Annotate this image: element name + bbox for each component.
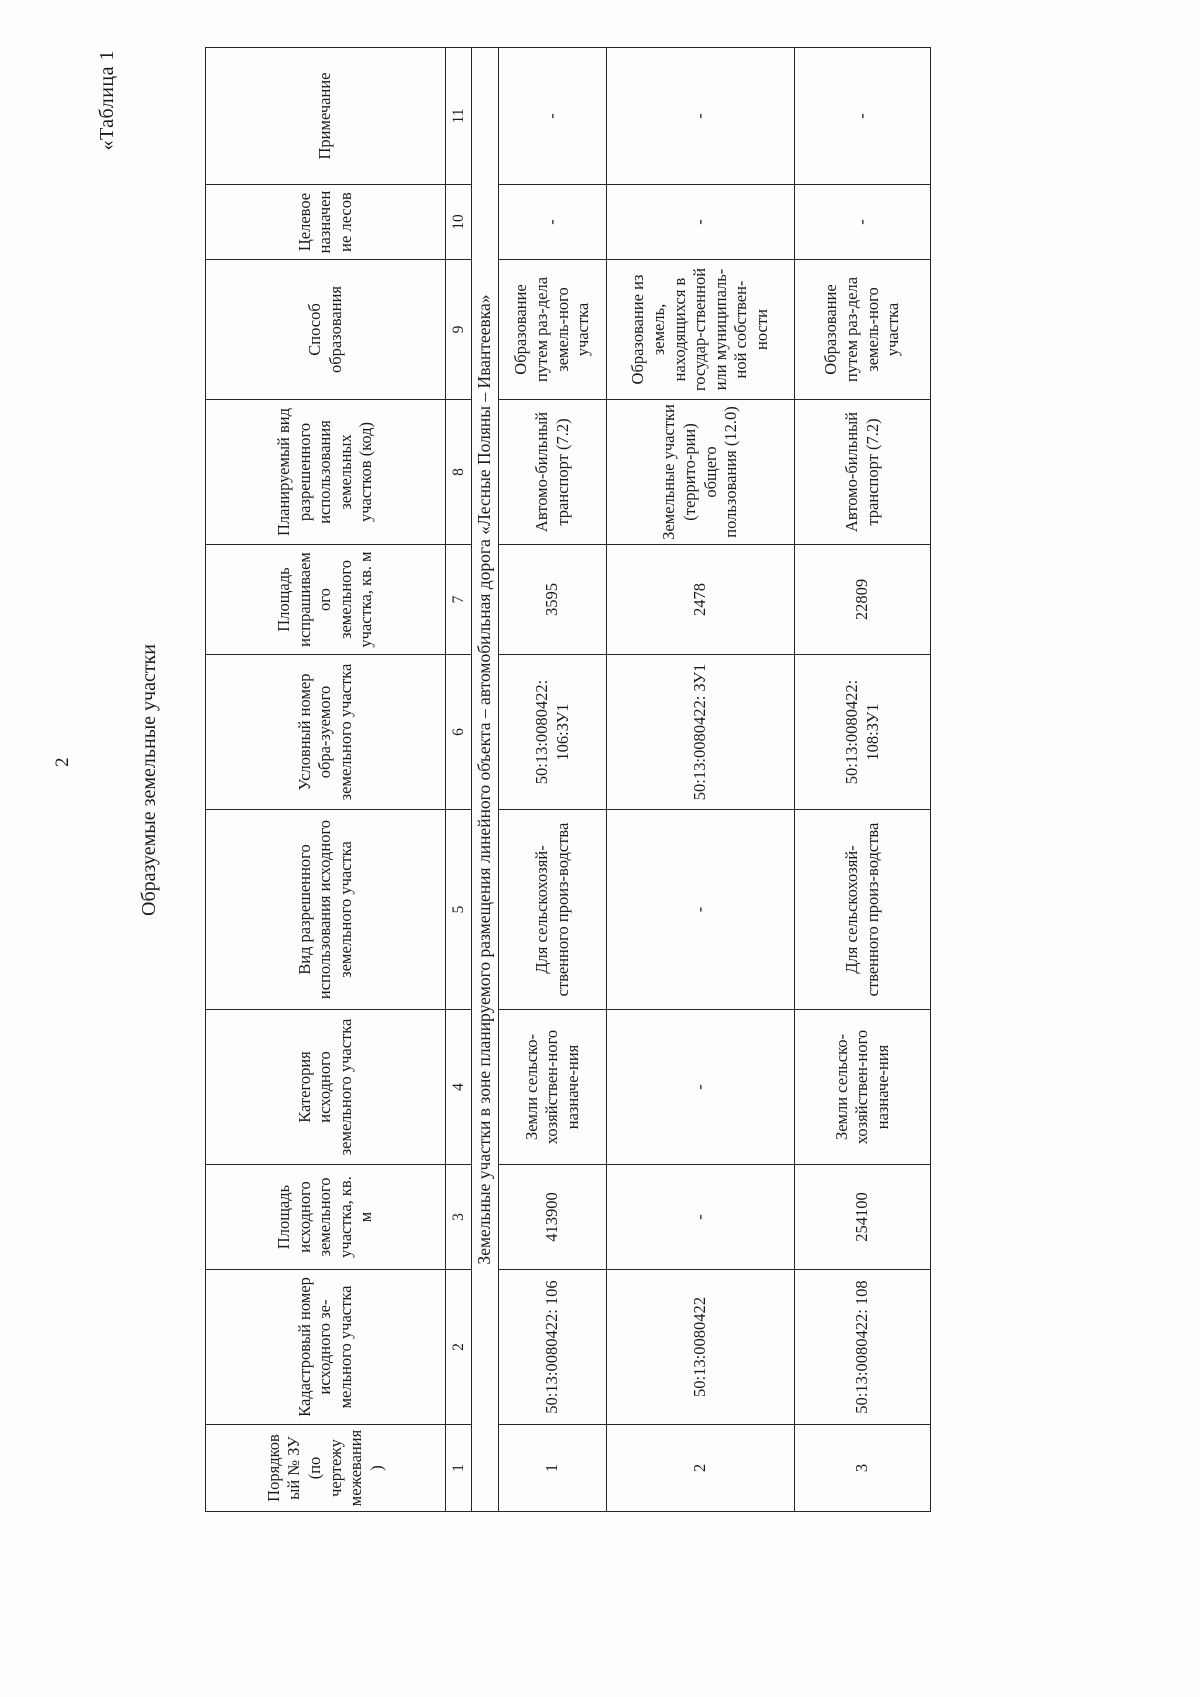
table-cell: Земли сельско-хозяйствен-ного назначе-ния [795, 1010, 931, 1165]
table-cell: 1 [499, 1425, 607, 1512]
table-cell: 50:13:0080422: 106:ЗУ1 [499, 655, 607, 810]
land-parcels-table [205, 47, 931, 1512]
table-cell: 50:13:0080422: 108 [795, 1270, 931, 1425]
column-number-cell: 7 [446, 545, 472, 655]
column-number-cell: 11 [446, 48, 472, 185]
table-cell: 413900 [499, 1165, 607, 1270]
table-caption: «Таблица 1 [96, 50, 118, 151]
table-cell: 3 [795, 1425, 931, 1512]
column-number-cell: 9 [446, 260, 472, 400]
column-number-cell: 2 [446, 1270, 472, 1425]
table-cell: Автомо-бильный транспорт (7.2) [795, 400, 931, 545]
table-cell: - [499, 48, 607, 185]
column-number-cell: 3 [446, 1165, 472, 1270]
header-cell: Категория исходного земельного участка [206, 1010, 446, 1165]
table-cell: Образование из земель, находящихся в государ-ственной или муниципаль-ной собствен-ности [607, 260, 795, 400]
header-cell: Вид разрешенного использования исходного земельного участка [206, 810, 446, 1010]
table-cell: 3595 [499, 545, 607, 655]
page-number: 2 [52, 757, 73, 767]
header-cell: Способ образования [206, 260, 446, 400]
table-row [607, 48, 795, 1512]
table-cell: 50:13:0080422 [607, 1270, 795, 1425]
table-title: Образуемые земельные участки [138, 644, 160, 916]
column-number-cell: 1 [446, 1425, 472, 1512]
column-numbers-row [446, 48, 472, 1512]
header-cell: Порядковый № ЗУ (по чертежу межевания) [206, 1425, 446, 1512]
table-cell: - [795, 48, 931, 185]
table-cell: 50:13:0080422: 106 [499, 1270, 607, 1425]
table-cell: 22809 [795, 545, 931, 655]
table-cell: Земельные участки (террито-рии) общего пользования (12.0) [607, 400, 795, 545]
table-cell: 254100 [795, 1165, 931, 1270]
header-cell: Кадастровый номер исходного зе-мельного участка [206, 1270, 446, 1425]
column-number-cell: 8 [446, 400, 472, 545]
section-row [472, 48, 499, 1512]
column-number-cell: 6 [446, 655, 472, 810]
header-cell: Планируемый вид разрешенного использования земельных участков (код) [206, 400, 446, 545]
header-cell: Целевое назначение лесов [206, 185, 446, 260]
header-cell: Площадь исходного земельного участка, кв. м [206, 1165, 446, 1270]
table-cell: Для сельскохозяй-ственного произ-водства [795, 810, 931, 1010]
table-row [499, 48, 607, 1512]
table-cell: - [607, 1010, 795, 1165]
table-cell: 50:13:0080422: ЗУ1 [607, 655, 795, 810]
table-cell: 2478 [607, 545, 795, 655]
header-cell: Примечание [206, 48, 446, 185]
column-number-cell: 5 [446, 810, 472, 1010]
column-number-cell: 10 [446, 185, 472, 260]
header-cell: Площадь испрашиваемого земельного участка, кв. м [206, 545, 446, 655]
column-number-cell: 4 [446, 1010, 472, 1165]
section-row-cell: Земельные участки в зоне планируемого размещения линейного объекта – автомобильная дорога «Лесные Поляны – Ивантеевка» [472, 48, 499, 1512]
table-cell: 2 [607, 1425, 795, 1512]
table-cell: - [795, 185, 931, 260]
table-row [795, 48, 931, 1512]
table-cell: - [607, 810, 795, 1010]
table-cell: - [499, 185, 607, 260]
table-header-row [206, 48, 446, 1512]
table-cell: Для сельскохозяй-ственного произ-водства [499, 810, 607, 1010]
table-cell: - [607, 185, 795, 260]
table-cell: - [607, 48, 795, 185]
table-cell: Образование путем раз-дела земель-ного участка [795, 260, 931, 400]
table-cell: 50:13:0080422: 108:ЗУ1 [795, 655, 931, 810]
table-cell: - [607, 1165, 795, 1270]
table-cell: Образование путем раз-дела земель-ного участка [499, 260, 607, 400]
table-cell: Земли сельско-хозяйствен-ного назначе-ния [499, 1010, 607, 1165]
header-cell: Условный номер обра-зуемого земельного участка [206, 655, 446, 810]
table-cell: Автомо-бильный транспорт (7.2) [499, 400, 607, 545]
